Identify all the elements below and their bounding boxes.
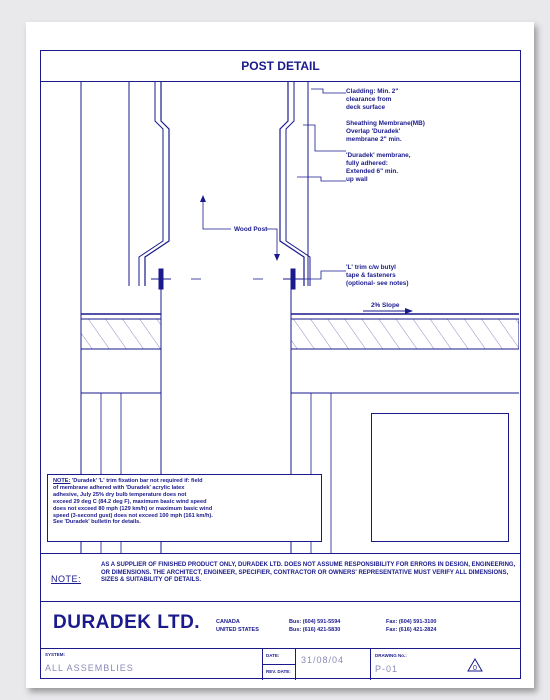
country-us: UNITED STATES bbox=[216, 627, 259, 633]
drawing-no-label: DRAWING No.: bbox=[375, 653, 407, 658]
slope-arrowhead bbox=[405, 308, 413, 314]
disclaimer-text: AS A SUPPLIER OF FINISHED PRODUCT ONLY, DURADEK LTD. DOES NOT ASSUME RESPONSIBILITY FOR ERRORS IN DESIGN, ENGINEERING, OR DIMENSIONS. THE ARCHITECT, ENGINEER, SPECIFIER, CONTRACTOR OR OWNERS' REPRESENTATIVE MUST VERIFY ALL DIMENSIONS, SIZES & SUITABILITY OF DETAILS. bbox=[101, 562, 516, 583]
phone-us: Bus: (616) 421-5830 bbox=[289, 627, 341, 633]
date-value: 31/08/04 bbox=[301, 655, 345, 665]
leader-wood-post-left bbox=[203, 199, 231, 229]
country-canada: CANADA bbox=[216, 619, 240, 625]
drawing-no-cell bbox=[371, 649, 519, 680]
drawing-title: POST DETAIL bbox=[241, 59, 320, 73]
contact-countries bbox=[216, 618, 259, 634]
trim-note-box bbox=[47, 474, 322, 542]
membrane-left bbox=[145, 81, 169, 286]
rev-date-label: REV. DATE: bbox=[266, 669, 291, 674]
leader-duradek bbox=[297, 177, 346, 181]
callout-wood-post: Wood Post bbox=[234, 226, 268, 233]
arrow-up bbox=[200, 195, 206, 202]
system-label: SYSTEM: bbox=[45, 652, 66, 657]
leader-cladding bbox=[311, 89, 346, 93]
disclaimer-label: NOTE: bbox=[51, 574, 82, 584]
fax-us: Fax: (616) 421-2824 bbox=[386, 627, 437, 633]
title-block bbox=[41, 51, 520, 82]
contact-phones bbox=[289, 618, 340, 634]
revision-mark: 0 bbox=[473, 665, 477, 672]
date-cell bbox=[263, 649, 371, 680]
sheathing-left bbox=[139, 81, 163, 286]
company-row bbox=[41, 601, 520, 648]
system-cell bbox=[41, 649, 263, 680]
contact-faxes bbox=[386, 618, 436, 634]
callout-cladding: Cladding: Min. 2" clearance from deck surface bbox=[346, 88, 399, 111]
leader-wood-post-right bbox=[266, 229, 277, 257]
callout-duradek-membrane: 'Duradek' membrane, fully adhered: Extended 6" min. up wall bbox=[346, 152, 411, 183]
membrane-right bbox=[280, 81, 304, 286]
callout-sheathing: Sheathing Membrane(MB) Overlap 'Duradek' membrane 2" min. bbox=[346, 120, 425, 143]
trim-note-text: 'Duradek' 'L' trim fixation bar not required if: field of membrane adhered with 'Duradek' acrylic latex adhesive, July 25% dry bulb temperature does not exceed 29 deg C (84.2 deg F), maximum basic wind speed does not exceed 80 mph (129 km/h) or maximum basic wind speed (3-second gust) does not exceed 100 mph (161 km/h). See 'Duradek' bulletin for details. bbox=[53, 478, 213, 526]
system-value: ALL ASSEMBLIES bbox=[45, 663, 134, 673]
drawing-no-value: P-01 bbox=[375, 664, 399, 674]
callout-l-trim: 'L' trim c/w butyl tape & fasteners (optional- see notes) bbox=[346, 264, 409, 287]
company-logo: DURADEK LTD. bbox=[53, 612, 201, 633]
fax-canada: Fax: (604) 591-3100 bbox=[386, 619, 437, 625]
info-row bbox=[41, 648, 520, 680]
leader-sheathing bbox=[303, 125, 346, 151]
phone-canada: Bus: (604) 591-5594 bbox=[289, 619, 341, 625]
deck-sheathing-right bbox=[291, 319, 519, 349]
trim-note-lead: NOTE: bbox=[53, 478, 71, 484]
drawing-frame bbox=[40, 50, 521, 679]
drawing-sheet bbox=[26, 22, 534, 688]
revision-triangle-icon bbox=[467, 658, 483, 672]
date-label: DATE: bbox=[266, 653, 280, 658]
arrow-down bbox=[274, 254, 280, 261]
blank-detail-box bbox=[371, 413, 509, 542]
callout-slope: 2% Slope bbox=[371, 302, 400, 309]
disclaimer-row bbox=[41, 553, 520, 601]
sheathing-right bbox=[286, 81, 310, 286]
deck-sheathing-left bbox=[81, 319, 161, 349]
